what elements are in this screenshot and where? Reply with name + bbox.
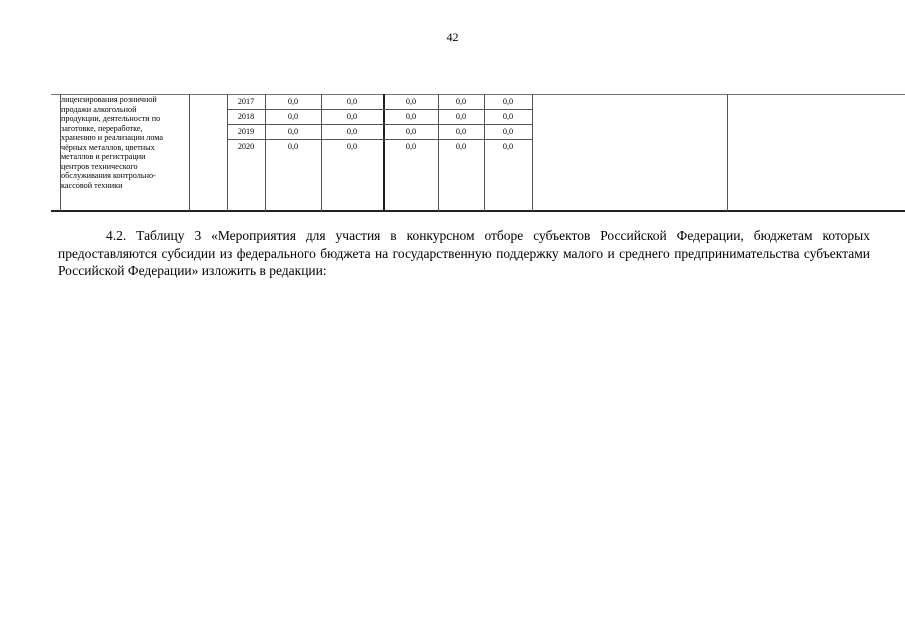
table-bottom-border	[51, 210, 905, 212]
value-cell: 0,0	[346, 97, 358, 106]
body-paragraph: 4.2. Таблицу 3 «Мероприятия для участия в конкурсном отборе субъектов Российской Федерации, бюджетам которых предоставляются субсидии из федерального бюджета на государственную поддержку малого и среднего предпринимательства субъектами Российской Федерации» изложить в редакции:	[58, 228, 870, 278]
value-cell: 0,0	[287, 127, 299, 136]
value-cell: 0,0	[502, 97, 514, 106]
value-cell: 0,0	[502, 127, 514, 136]
year-cell: 2019	[237, 127, 255, 136]
year-cell: 2020	[237, 142, 255, 151]
value-cell: 0,0	[502, 112, 514, 121]
row-divider	[227, 109, 533, 110]
value-cell: 0,0	[346, 142, 358, 151]
value-cell: 0,0	[455, 97, 467, 106]
row-divider	[227, 139, 533, 140]
col-divider	[227, 94, 228, 211]
col-divider	[727, 94, 728, 211]
value-cell: 0,0	[405, 97, 417, 106]
value-cell: 0,0	[287, 112, 299, 121]
value-cell: 0,0	[455, 127, 467, 136]
row-divider	[227, 124, 533, 125]
value-cell: 0,0	[287, 142, 299, 151]
value-cell: 0,0	[287, 97, 299, 106]
value-cell: 0,0	[405, 112, 417, 121]
event-description: лицензирования розничной продажи алкогольной продукции, деятельности по заготовке, переработке, хранению и реализации лома чёрных металлов, цветных металлов и регистрации центров технического обслуживания контрольно- кассовой техники	[61, 95, 164, 190]
value-cell: 0,0	[405, 142, 417, 151]
value-cell: 0,0	[346, 112, 358, 121]
value-cell: 0,0	[346, 127, 358, 136]
value-cell: 0,0	[502, 142, 514, 151]
page-number: 42	[446, 30, 459, 44]
year-cell: 2018	[237, 112, 255, 121]
value-cell: 0,0	[405, 127, 417, 136]
col-divider	[532, 94, 533, 211]
value-cell: 0,0	[455, 112, 467, 121]
year-cell: 2017	[237, 97, 255, 106]
value-cell: 0,0	[455, 142, 467, 151]
budget-table	[51, 94, 905, 212]
